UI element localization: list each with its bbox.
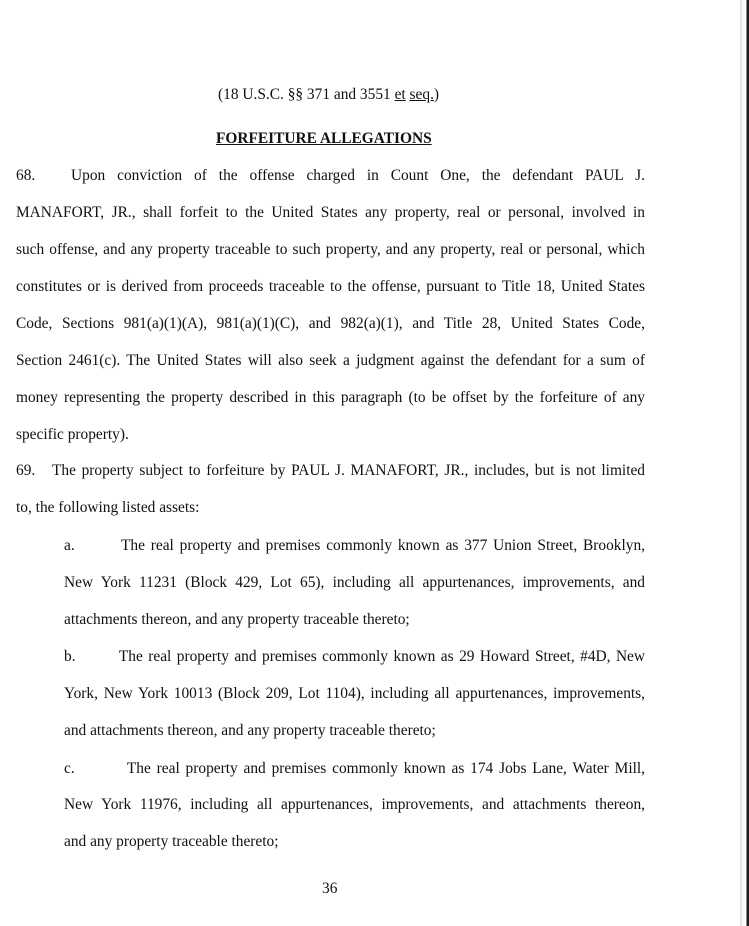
item-c-line-2: New York 11976, including all appurtenances, improvements, and attachments thereon,	[64, 796, 645, 813]
para68-line-8: specific property).	[16, 426, 129, 443]
para68-line-5: Code, Sections 981(a)(1)(A), 981(a)(1)(C), and 982(a)(1), and Title 28, United States Code,	[16, 315, 645, 332]
para69-line-2: to, the following listed assets:	[16, 499, 200, 516]
item-c-line-1: c. The real property and premises commonly known as 174 Jobs Lane, Water Mill,	[64, 760, 645, 777]
citation-et: et	[394, 86, 406, 103]
item-a-line-2: New York 11231 (Block 429, Lot 65), including all appurtenances, improvements, and	[64, 574, 645, 591]
para68-line-6: Section 2461(c). The United States will also seek a judgment against the defendant for a sum of	[16, 352, 645, 369]
para68-line-2: MANAFORT, JR., shall forfeit to the United States any property, real or personal, involved in	[16, 204, 645, 221]
para68-line-1: 68. Upon conviction of the offense charged in Count One, the defendant PAUL J.	[16, 167, 645, 184]
page-edge-border	[740, 0, 749, 926]
item-a-line-3: attachments thereon, and any property traceable thereto;	[64, 611, 410, 628]
statute-citation	[218, 86, 439, 104]
page-number: 36	[322, 880, 338, 897]
para69-line-1: 69. The property subject to forfeiture by PAUL J. MANAFORT, JR., includes, but is not limited	[16, 462, 645, 479]
citation-seq: seq.	[409, 86, 434, 103]
para68-line-4: constitutes or is derived from proceeds traceable to the offense, pursuant to Title 18, United States	[16, 278, 645, 295]
item-b-line-3: and attachments thereon, and any property traceable thereto;	[64, 722, 436, 739]
citation-text: (18 U.S.C. §§ 371 and 3551	[218, 86, 395, 103]
item-c-line-3: and any property traceable thereto;	[64, 833, 279, 850]
para68-line-3: such offense, and any property traceable to such property, and any property, real or personal, which	[16, 241, 645, 258]
item-b-line-2: York, New York 10013 (Block 209, Lot 1104), including all appurtenances, improvements,	[64, 685, 645, 702]
section-heading: FORFEITURE ALLEGATIONS	[216, 130, 432, 147]
para68-line-7: money representing the property described in this paragraph (to be offset by the forfeiture of any	[16, 389, 645, 406]
citation-close: )	[433, 86, 440, 103]
item-b-line-1: b. The real property and premises commonly known as 29 Howard Street, #4D, New	[64, 648, 645, 665]
item-a-line-1: a. The real property and premises commonly known as 377 Union Street, Brooklyn,	[64, 537, 645, 554]
